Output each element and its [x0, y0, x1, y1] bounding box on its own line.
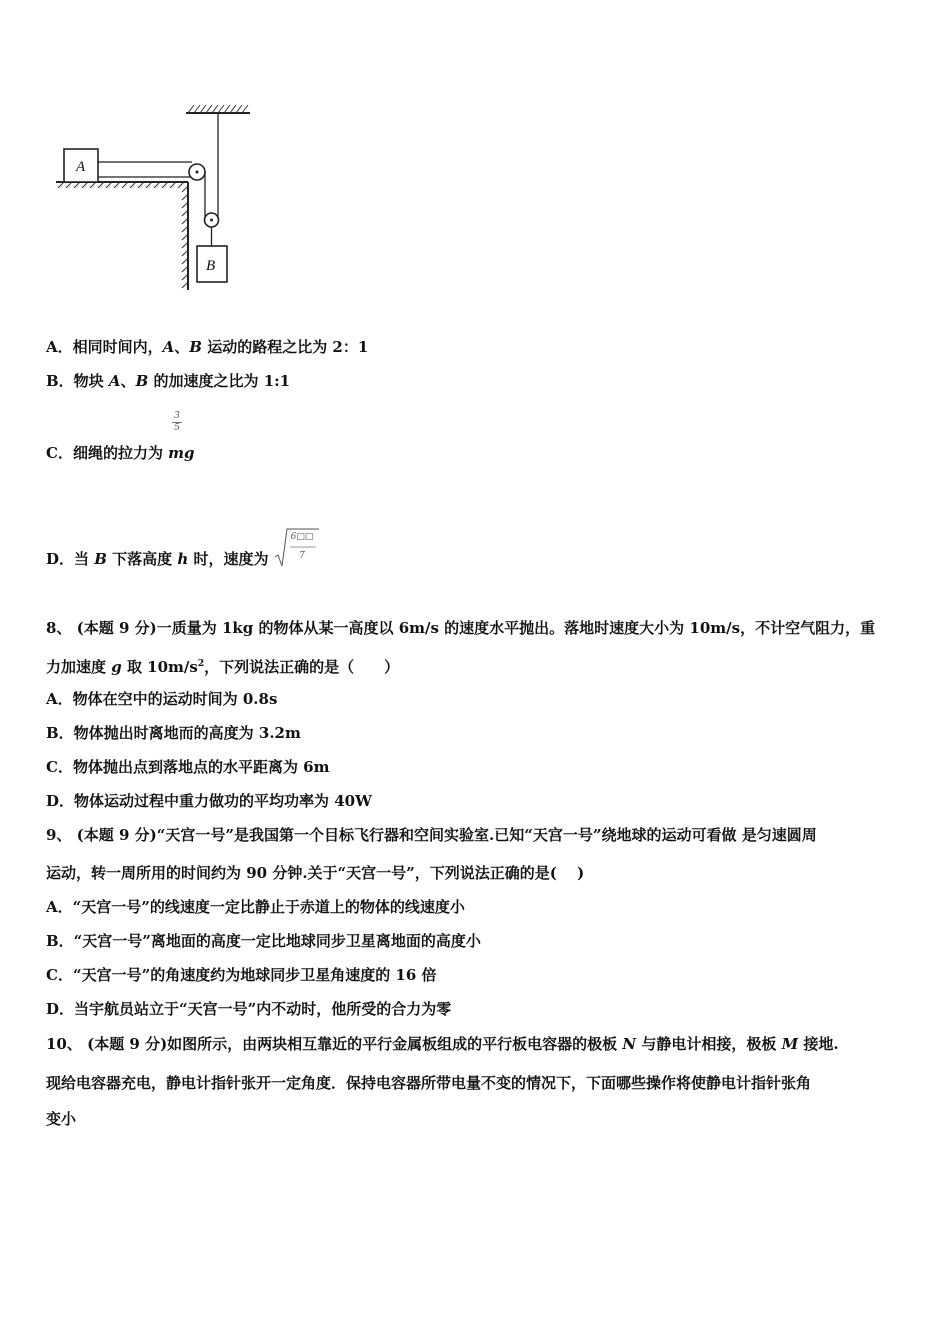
var-a: A: [108, 372, 121, 390]
separator: 、: [174, 338, 190, 356]
q8-stem-text-2: 取 10m/s: [121, 658, 198, 676]
separator: 、: [120, 372, 136, 390]
fraction-denominator: 5: [174, 423, 180, 433]
q9-option-a: A．“天宫一号”的线速度一定比静止于赤道上的物体的线速度小: [46, 898, 465, 916]
var-b: B: [94, 550, 107, 568]
q7-option-c: [46, 443, 195, 463]
q8-option-d: D．物体运动过程中重力做功的平均功率为 40W: [46, 792, 372, 810]
q8-stem-line2: [46, 654, 399, 677]
q9-option-d: D．当宇航员站立于“天宫一号”内不动时，他所受的合力为零: [46, 1000, 452, 1018]
superscript: 2: [197, 659, 205, 669]
sqrt-numerator: 6□□: [290, 532, 314, 542]
q7-option-c-text: C．细绳的拉力为: [46, 444, 169, 462]
q7-option-a-text-2: 运动的路程之比为 2：1: [201, 338, 369, 356]
pulley-diagram: [50, 96, 270, 296]
q9-stem-line2: 运动，转一周所用的时间约为 90 分钟.关于“天宫一号”，下列说法正确的是( ): [46, 864, 585, 882]
q10-stem-line1: [46, 1034, 839, 1054]
fraction-numerator: 3: [174, 411, 180, 421]
q8-option-c: C．物体抛出点到落地点的水平距离为 6m: [46, 758, 330, 776]
q9-option-c: C．“天宫一号”的角速度约为地球同步卫星角速度的 16 倍: [46, 966, 437, 984]
q9-option-b: B．“天宫一号”离地面的高度一定比地球同步卫星离地面的高度小: [46, 932, 481, 950]
q7-option-a: [46, 337, 368, 357]
block-a-label: A: [76, 159, 86, 175]
var-mg: mg: [168, 444, 195, 462]
q8-option-b: B．物体抛出时离地而的高度为 3.2m: [46, 724, 301, 742]
q8-option-a: A．物体在空中的运动时间为 0.8s: [46, 690, 278, 708]
var-g: g: [111, 658, 122, 676]
q9-stem-line1: 9、 (本题 9 分)“天宫一号”是我国第一个目标飞行器和空间实验室.已知“天宫一号”绕地球的运动可看做 是匀速圆周: [46, 826, 817, 844]
movable-pulley-axle: [210, 219, 213, 222]
q7-option-b-text: B．物块: [46, 372, 109, 390]
q7-option-d-text: D．当: [46, 550, 95, 568]
var-a: A: [162, 338, 175, 356]
var-n: N: [622, 1035, 637, 1053]
q7-option-b-text-2: 的加速度之比为 1:1: [148, 372, 291, 390]
var-b: B: [135, 372, 149, 390]
q8-stem-line1: 8、 (本题 9 分)一质量为 1kg 的物体从某一高度以 6m/s 的速度水平抛出。落地时速度大小为 10m/s，不计空气阻力，重: [46, 619, 876, 637]
q10-stem-line2: 现给电容器充电，静电计指针张开一定角度．保持电容器所带电量不变的情况下，下面哪些操作将使静电计指针张角: [46, 1074, 812, 1092]
var-h: h: [177, 550, 189, 568]
var-m: M: [781, 1035, 799, 1053]
q10-stem-line3: 变小: [46, 1110, 77, 1128]
q7-option-d: [46, 549, 269, 569]
block-b-label: B: [206, 258, 216, 274]
q7-option-d-text-2: 下落高度: [106, 550, 178, 568]
q10-stem-text: 10、 (本题 9 分)如图所示，由两块相互靠近的平行金属板组成的平行板电容器的极板: [46, 1035, 623, 1053]
fixed-pulley-axle: [196, 171, 199, 174]
sqrt-expression: [274, 527, 320, 569]
q8-stem-text-3: ，下列说法正确的是（ ）: [204, 658, 400, 676]
sqrt-denominator: 7: [299, 551, 305, 561]
var-b: B: [189, 338, 202, 356]
q7-option-d-text-3: 时，速度为: [188, 550, 269, 568]
ceiling-hatch: [188, 105, 248, 113]
q7-option-c-fraction: [170, 411, 184, 433]
q10-stem-text-2: 与静电计相接，极板: [636, 1035, 782, 1053]
q7-option-a-text: A．相同时间内，: [46, 338, 163, 356]
q8-stem-text: 力加速度: [46, 658, 112, 676]
q10-stem-text-3: 接地.: [798, 1035, 839, 1053]
pulley-diagram-svg: [50, 96, 270, 296]
q7-option-b: [46, 371, 290, 391]
